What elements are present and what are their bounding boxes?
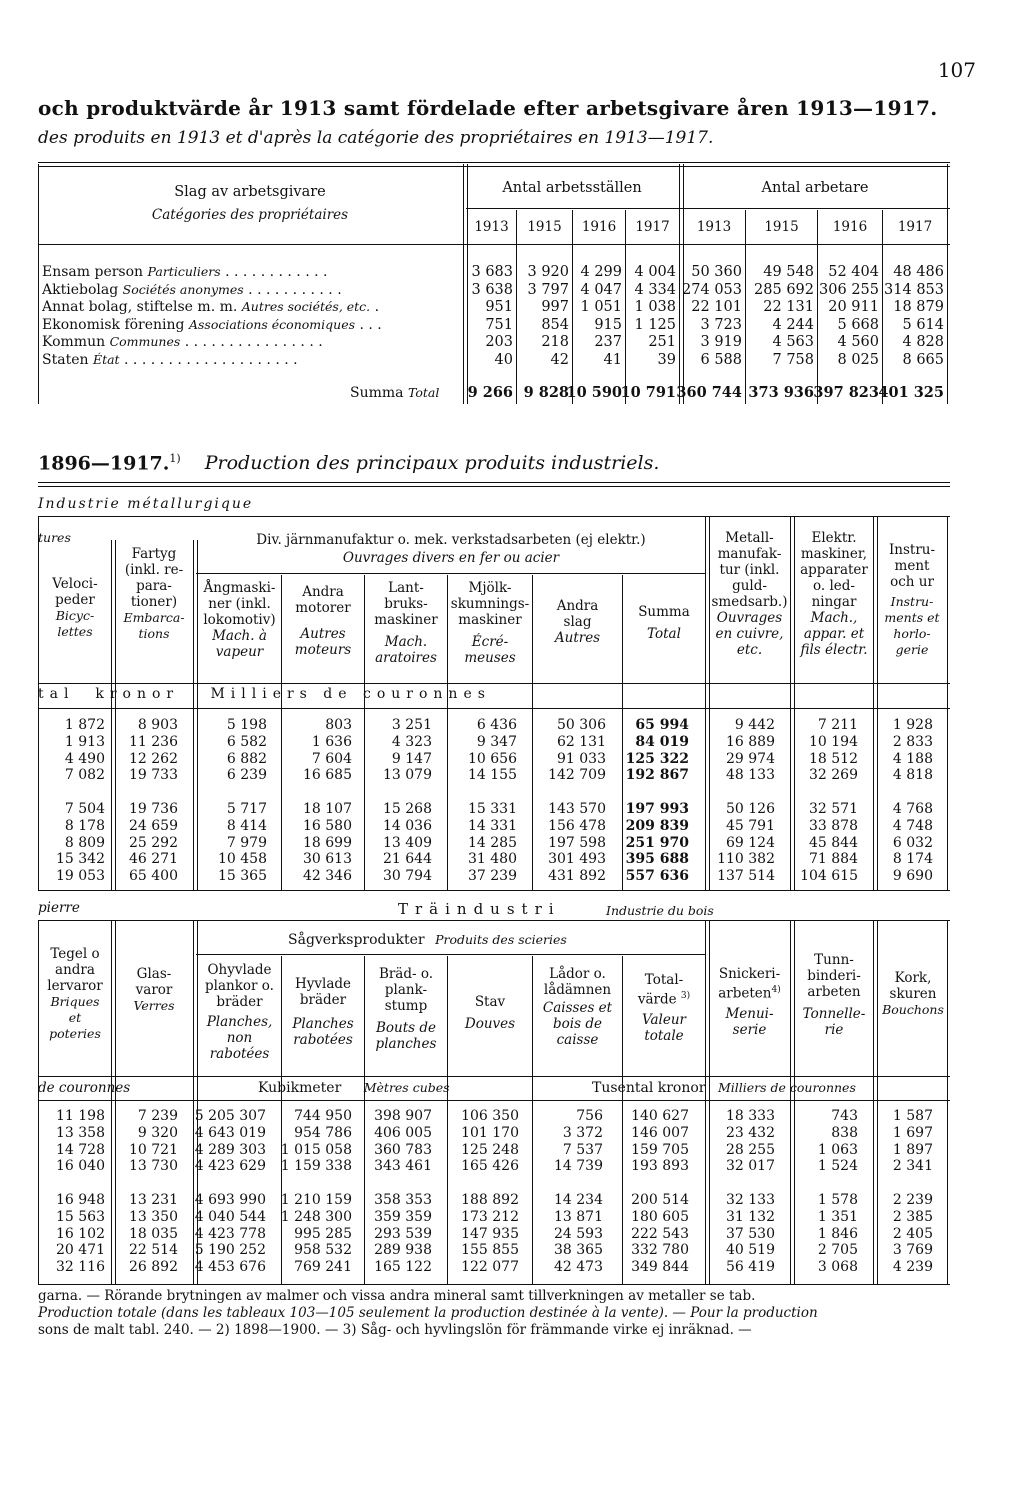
h-tunn-2: binderi-	[807, 968, 861, 984]
row-label-fr: Associations économiques	[188, 316, 356, 332]
h-ohyv-fr-1: Planches,	[206, 1014, 273, 1030]
h-lant-1: Lant-	[388, 580, 424, 596]
metallurgy-column: 5 198 6 582 6 882 6 239 5 717 8 414 7 979 10 458 15 365	[218, 717, 267, 885]
h-fartyg-4: tioner)	[130, 594, 178, 610]
table1-summa-cell: 360 744	[676, 384, 742, 401]
h-snick-sup: 4)	[771, 985, 781, 995]
h-lant-fr-2: aratoires	[375, 650, 437, 666]
h-elektr-5: ningar	[811, 594, 857, 610]
row-label-sv: Staten	[42, 352, 89, 368]
h-brad-fr-2: planches	[375, 1036, 437, 1052]
h-tegel-3: lervaror	[47, 978, 103, 994]
unit-kubik	[258, 1080, 450, 1096]
row-label	[42, 264, 327, 281]
h-fartyg	[115, 546, 193, 642]
section-wood-fr: Industrie du bois	[606, 903, 714, 918]
h-andra-m-fr-2: moteurs	[294, 642, 352, 658]
row-dots: . . . . . . . . . . . . . . . .	[180, 334, 323, 351]
h-tegel-fr-1: Briques	[50, 994, 100, 1009]
wood-column: 18 333 23 432 28 255 32 017 32 133 31 132 37 530 40 519 56 419	[726, 1108, 775, 1276]
h-ohyv-3: bräder	[216, 994, 263, 1010]
h-fartyg-fr-2: tions	[138, 626, 170, 641]
label-tures: tures	[38, 530, 71, 545]
wood-column: 1 587 1 697 1 897 2 341 2 239 2 385 2 405 3 769 4 239	[892, 1108, 933, 1276]
h-angm	[198, 580, 281, 660]
h-instr-2: ment	[894, 558, 930, 574]
h-lador-fr-1: Caisses et	[542, 1000, 613, 1016]
table1-summa-cell: 373 936	[748, 384, 814, 401]
row-label-fr: Particuliers	[147, 264, 221, 279]
title-french: des produits en 1913 et d'après la catégorie des propriétaires en 1913—1917.	[38, 128, 714, 148]
h-lador	[533, 966, 622, 1048]
h-brad	[365, 966, 447, 1052]
h-summa-1: Summa	[638, 604, 690, 620]
h-mjolk-fr-1: Écré-	[471, 634, 509, 650]
h-velo	[40, 576, 110, 640]
summa-text: Summa	[350, 385, 404, 401]
h-instr	[877, 542, 947, 658]
wood-column: 140 627 146 007 159 705 193 893 200 514 180 605 222 543 332 780 349 844	[631, 1108, 689, 1276]
h-hyv-fr-1: Planches	[292, 1016, 354, 1032]
h-ohyv-1: Ohyvlade	[207, 962, 272, 978]
metallurgy-column: 65 994 84 019 125 322 192 867 197 993 209 839 251 970 395 688 557 636	[625, 717, 689, 885]
h-hyv	[282, 976, 364, 1048]
h-lant-fr-1: Mach.	[384, 634, 428, 650]
table1-summa-cell: 9 266	[467, 384, 513, 401]
year-1913-a: 1913	[474, 219, 509, 235]
h-summa	[623, 604, 705, 642]
h-glas-1: Glas-	[136, 966, 172, 982]
h-kork	[877, 970, 949, 1018]
h-instr-1: Instru-	[888, 542, 936, 558]
h-elektr-2: maskiner,	[800, 546, 868, 562]
table1-cell: 854	[541, 316, 569, 333]
table1-cell: 3 919	[700, 334, 742, 351]
h-lant	[365, 580, 447, 666]
h-angm-fr-2: vapeur	[215, 644, 264, 660]
year-1916-b: 1916	[832, 219, 868, 235]
h-total-sup: 3)	[680, 991, 691, 1001]
h-andra-m	[282, 584, 364, 658]
table1-cell: 1 125	[634, 316, 676, 333]
h-elektr-1: Elektr.	[811, 530, 857, 546]
table1-cell: 1 051	[580, 299, 622, 316]
year-1917-a: 1917	[635, 219, 670, 235]
h-tegel-2: andra	[55, 962, 95, 978]
metallurgy-column: 9 442 16 889 29 974 48 133 50 126 45 791 69 124 110 382 137 514	[717, 717, 775, 885]
h-stav	[448, 994, 532, 1032]
h-lant-3: maskiner	[374, 612, 438, 628]
h-stav-fr: Douves	[464, 1016, 516, 1032]
h-angm-3: lokomotiv)	[203, 612, 276, 628]
row-label-fr: Autres sociétés, etc.	[241, 299, 371, 315]
wood-column: 106 350 101 170 125 248 165 426 188 892 173 212 147 935 155 855 122 077	[461, 1108, 519, 1276]
table1-cell: 3 638	[471, 281, 513, 298]
h-metall-fr-1: Ouvrages	[716, 610, 783, 626]
table1-cell: 951	[485, 299, 513, 316]
table1-summa-cell: 397 823	[813, 384, 879, 401]
unit-tusen	[592, 1080, 856, 1096]
h-elektr	[795, 530, 873, 658]
label-pierre: pierre	[38, 900, 80, 916]
h-velo-2: peder	[55, 592, 95, 608]
h-elektr-fr-2: appar. et	[803, 626, 865, 642]
h-snick-1: Snickeri-	[718, 966, 781, 982]
heading-fr: Production des principaux produits industriels.	[204, 452, 660, 475]
h-tegel	[40, 946, 110, 1042]
table1-cell: 3 920	[527, 264, 569, 280]
h-mjolk-3: maskiner	[458, 612, 522, 628]
table1-cell: 41	[603, 352, 622, 368]
summa-label	[350, 385, 439, 401]
h-angm-fr-1: Mach. à	[212, 628, 267, 644]
wood-column: 744 950 954 786 1 015 058 1 159 338 1 210 159 1 248 300 995 285 958 532 769 241	[280, 1108, 352, 1276]
heading-production	[38, 452, 659, 474]
wood-column: 756 3 372 7 537 14 739 14 234 13 871 24 593 38 365 42 473	[554, 1108, 603, 1276]
h-andra-m-fr-1: Autres	[300, 626, 346, 642]
footnote-1: garna. — Rörande brytningen av malmer och vissa andra mineral samt tillverkningen av metaller se tab.	[38, 1288, 756, 1304]
h-instr-fr-3: horlo-	[893, 626, 931, 641]
h-velo-fr-1: Bicyc-	[55, 608, 95, 623]
table1-cell: 50 360	[691, 264, 742, 280]
h-metall-1: Metall-	[725, 530, 774, 546]
table1-cell: 237	[594, 334, 622, 351]
h-metall	[709, 530, 790, 658]
h-fartyg-1: Fartyg	[131, 546, 177, 562]
h-mjolk-1: Mjölk-	[468, 580, 512, 596]
row-label-sv: Ekonomisk förening	[42, 316, 185, 333]
h-velo-fr-2: lettes	[57, 624, 93, 639]
h-andra-m-2: motorer	[295, 600, 351, 616]
h-mjolk-fr-2: meuses	[464, 650, 516, 666]
h-metall-4: guld-	[732, 578, 767, 594]
h-sag-fr: Produits des scieries	[435, 932, 567, 947]
h-andra-s-2: slag	[563, 614, 592, 630]
h-stav-1: Stav	[474, 994, 506, 1010]
table1-cell: 8 665	[902, 352, 944, 368]
h-brad-3: stump	[384, 998, 428, 1014]
table1-cell: 5 668	[837, 316, 879, 333]
table1-cell: 251	[648, 334, 676, 351]
unit-text: tal kronor Milliers de couronnes	[38, 686, 491, 702]
h-tegel-1: Tegel o	[50, 946, 100, 962]
h-hyv-fr-2: rabotées	[293, 1032, 353, 1048]
h-kork-2: skuren	[889, 986, 937, 1002]
footnote-2: Production totale (dans les tableaux 103—105 seulement la production destinée à la vente). — Pour la production	[38, 1305, 818, 1321]
unit-tusen-text: Tusental kronor	[592, 1080, 706, 1096]
table1-cell: 306 255	[819, 281, 879, 298]
row-dots: .	[370, 299, 380, 316]
h-lador-fr-3: caisse	[556, 1032, 599, 1048]
h-elektr-fr-1: Mach.,	[810, 610, 858, 626]
year-1915-a: 1915	[527, 219, 562, 235]
table1-cell: 997	[541, 299, 569, 316]
h-elektr-fr-3: fils électr.	[800, 642, 868, 658]
table1-cell: 52 404	[828, 264, 879, 280]
h-div-fr: Ouvrages divers en fer ou acier	[342, 550, 560, 566]
table1-cell: 22 131	[763, 299, 814, 316]
table1-cell: 48 486	[893, 264, 944, 280]
h-tegel-fr-3: poteries	[49, 1026, 101, 1041]
heading-sup: 1)	[169, 452, 181, 465]
table1-cell: 40	[494, 352, 513, 368]
section-wood: Träindustri	[398, 900, 561, 918]
h-hyv-2: bräder	[299, 992, 347, 1008]
table1-cell: 915	[594, 316, 622, 333]
row-label	[42, 282, 342, 299]
metallurgy-column: 7 211 10 194 18 512 32 269 32 571 33 878 45 844 71 884 104 615	[800, 717, 858, 885]
h-tunn-1: Tunn-	[814, 952, 854, 968]
table1-summa-cell: 10 590	[566, 384, 622, 401]
header-slag-fr: Catégories des propriétaires	[151, 207, 349, 223]
metallurgy-column: 8 903 11 236 12 262 19 733 19 736 24 659 25 292 46 271 65 400	[129, 717, 178, 885]
h-tegel-fr-2: et	[68, 1010, 82, 1025]
table1-cell: 751	[485, 316, 513, 333]
h-glas-fr: Verres	[133, 998, 175, 1013]
table1-summa-cell: 9 828	[523, 384, 569, 401]
h-ohyv-fr-3: rabotées	[209, 1046, 270, 1062]
table1-cell: 314 853	[884, 281, 944, 298]
h-lant-2: bruks-	[384, 596, 428, 612]
h-elektr-4: o. led-	[813, 578, 855, 594]
h-instr-3: och ur	[890, 574, 934, 590]
footnote-3: sons de malt tabl. 240. — 2) 1898—1900. — 3) Såg- och hyvlingslön för främmande virke ej inräknad. —	[38, 1322, 752, 1338]
h-angm-2: ner (inkl.	[208, 596, 271, 612]
table1-summa-cell: 401 325	[878, 384, 944, 401]
table1-cell: 4 334	[634, 281, 676, 298]
table1-cell: 4 299	[580, 264, 622, 280]
row-label	[42, 317, 382, 334]
summa-text-fr: Total	[407, 385, 440, 400]
unit-kubik-text: Kubikmeter	[258, 1080, 342, 1096]
h-metall-2: manufak-	[717, 546, 782, 562]
row-label-fr: État	[92, 352, 120, 367]
unit-kubik-fr: Mètres cubes	[363, 1080, 450, 1095]
table1-summa-cell: 10 791	[620, 384, 676, 401]
row-label-fr: Sociétés anonymes	[122, 281, 244, 297]
row-dots: . . .	[355, 316, 382, 333]
wood-column: 7 239 9 320 10 721 13 730 13 231 13 350 18 035 22 514 26 892	[129, 1108, 178, 1276]
table1-cell: 1 038	[634, 299, 676, 316]
table1-cell: 218	[541, 334, 569, 351]
row-dots: . . . . . . . . . . . .	[220, 264, 328, 280]
wood-column: 743 838 1 063 1 524 1 578 1 351 1 846 2 705 3 068	[817, 1108, 858, 1276]
h-fartyg-2: (inkl. re-	[124, 562, 184, 578]
h-andra-s-fr: Autres	[554, 630, 601, 646]
h-andra-s	[533, 598, 622, 646]
table1-cell: 3 723	[700, 316, 742, 333]
row-label-fr: Communes	[109, 334, 181, 350]
h-snick-fr-2: serie	[732, 1021, 767, 1038]
table1-cell: 4 563	[772, 334, 814, 351]
h-sag	[288, 932, 567, 948]
table1-cell: 20 911	[828, 299, 879, 316]
metallurgy-column: 1 928 2 833 4 188 4 818 4 768 4 748 6 032 8 174 9 690	[892, 717, 933, 885]
row-label	[42, 334, 323, 351]
h-instr-fr-2: ments et	[884, 610, 940, 625]
metallurgy-column: 3 251 4 323 9 147 13 079 15 268 14 036 13 409 21 644 30 794	[383, 717, 432, 885]
table1-cell: 3 797	[527, 281, 569, 298]
table1-cell: 8 025	[837, 352, 879, 368]
wood-column: 398 907 406 005 360 783 343 461 358 353 359 359 293 539 289 938 165 122	[374, 1108, 432, 1276]
h-total-1: Total-	[644, 972, 684, 988]
h-andra-m-1: Andra	[302, 584, 344, 600]
metallurgy-column: 6 436 9 347 10 656 14 155 15 331 14 331 14 285 31 480 37 239	[468, 717, 517, 885]
table1-cell: 274 053	[682, 281, 742, 298]
h-div: Div. järnmanufaktur o. mek. verkstadsarbeten (ej elektr.)	[256, 532, 646, 548]
h-total-fr-1: Valeur	[641, 1011, 686, 1028]
title-swedish: och produktvärde år 1913 samt fördelade efter arbetsgivare åren 1913—1917.	[38, 96, 938, 120]
wood-column: 5 205 307 4 643 019 4 289 303 4 423 629 4 693 990 4 040 544 4 423 778 5 190 252 4 453 676	[194, 1108, 266, 1276]
year-1917-b: 1917	[897, 219, 933, 235]
h-hyv-1: Hyvlade	[294, 976, 352, 992]
row-label	[42, 352, 298, 369]
page-number: 107	[937, 58, 976, 82]
h-lador-fr-2: bois de	[553, 1016, 602, 1032]
h-tunn-3: arbeten	[807, 984, 861, 1000]
h-fartyg-fr-1: Embarca-	[123, 610, 185, 625]
metallurgy-column: 1 872 1 913 4 490 7 082 7 504 8 178 8 809 15 342 19 053	[56, 717, 105, 885]
h-ohyv-fr-2: non	[226, 1030, 253, 1046]
metallurgy-column: 803 1 636 7 604 16 685 18 107 16 580 18 699 30 613 42 346	[303, 717, 352, 885]
h-snick-2: arbeten	[718, 985, 772, 1002]
h-elektr-3: apparater	[800, 562, 868, 578]
h-andra-s-1: Andra	[556, 598, 599, 614]
h-snick-fr-1: Menui-	[725, 1005, 774, 1022]
h-lador-2: lådämnen	[543, 982, 612, 998]
table1-cell: 5 614	[902, 316, 944, 333]
metallurgy-column: 50 306 62 131 91 033 142 709 143 570 156 478 197 598 301 493 431 892	[548, 717, 606, 885]
year-1913-b: 1913	[696, 219, 732, 235]
h-metall-fr-3: etc.	[736, 642, 763, 658]
table1-cell: 7 758	[772, 352, 814, 368]
header-slag: Slag av arbetsgivare	[174, 184, 326, 200]
unit-couronnes: de couronnes	[38, 1080, 131, 1096]
h-total-2: värde	[637, 991, 677, 1008]
row-label	[42, 299, 379, 316]
h-velo-1: Veloci-	[52, 576, 98, 592]
row-dots: . . . . . . . . . . . . . . . . . . . .	[119, 352, 298, 368]
unit-kronor	[38, 686, 491, 702]
h-mjolk	[448, 580, 532, 666]
h-mjolk-2: skumnings-	[450, 596, 530, 612]
wood-column: 11 198 13 358 14 728 16 040 16 948 15 563 16 102 20 471 32 116	[56, 1108, 105, 1276]
row-label-sv: Ensam person	[42, 264, 144, 280]
table1-cell: 203	[485, 334, 513, 351]
table1-cell: 4 004	[634, 264, 676, 280]
year-1916-a: 1916	[581, 219, 617, 235]
h-fartyg-3: para-	[136, 578, 172, 594]
section-metallurgy: Industrie métallurgique	[38, 496, 254, 512]
h-ohyv	[198, 962, 281, 1062]
h-sag-text: Sågverksprodukter	[288, 932, 425, 948]
h-brad-fr-1: Bouts de	[375, 1020, 437, 1036]
table1-cell: 4 047	[580, 281, 622, 298]
h-metall-fr-2: en cuivre,	[715, 626, 784, 642]
h-tunn-fr-2: rie	[824, 1022, 844, 1038]
row-dots: . . . . . . . . . . .	[243, 281, 342, 298]
row-label-sv: Aktiebolag	[42, 281, 119, 298]
h-glas	[115, 966, 193, 1014]
table1-cell: 6 588	[700, 352, 742, 368]
h-instr-fr-4: gerie	[895, 642, 929, 657]
table1-cell: 22 101	[691, 299, 742, 316]
unit-tusen-fr: Milliers de couronnes	[717, 1080, 856, 1095]
table1-cell: 3 683	[471, 264, 513, 280]
table1-cell: 49 548	[763, 264, 814, 280]
h-angm-1: Ångmaski-	[203, 580, 276, 596]
heading-years: 1896—1917.	[38, 452, 170, 475]
h-metall-5: smedsarb.)	[711, 594, 788, 610]
year-1915-b: 1915	[764, 219, 799, 235]
header-stallen: Antal arbetsställen	[502, 180, 642, 196]
table1-cell: 42	[550, 352, 569, 368]
row-label-sv: Kommun	[42, 334, 106, 351]
h-ohyv-2: plankor o.	[205, 978, 274, 994]
table1-cell: 285 692	[754, 281, 814, 298]
h-kork-fr: Bouchons	[882, 1002, 944, 1017]
table1-cell: 39	[657, 352, 676, 368]
h-brad-2: plank-	[384, 982, 428, 998]
h-total	[623, 972, 705, 1044]
table1-cell: 4 560	[837, 334, 879, 351]
h-tunn	[795, 952, 873, 1038]
table1-cell: 18 879	[893, 299, 944, 316]
header-arbetare: Antal arbetare	[761, 180, 869, 196]
table1-cell: 4 828	[902, 334, 944, 351]
h-snick	[709, 966, 790, 1038]
h-metall-3: tur (inkl.	[719, 562, 780, 578]
h-tunn-fr-1: Tonnelle-	[802, 1006, 866, 1022]
h-brad-1: Bräd- o.	[378, 966, 434, 982]
table1-cell: 4 244	[772, 316, 814, 333]
h-instr-fr-1: Instru-	[890, 594, 934, 609]
h-lador-1: Lådor o.	[549, 966, 606, 982]
h-glas-2: varor	[135, 982, 173, 998]
h-total-fr-2: totale	[644, 1027, 684, 1044]
h-kork-1: Kork,	[894, 970, 932, 986]
h-summa-fr: Total	[647, 626, 681, 642]
row-label-sv: Annat bolag, stiftelse m. m.	[42, 299, 238, 316]
